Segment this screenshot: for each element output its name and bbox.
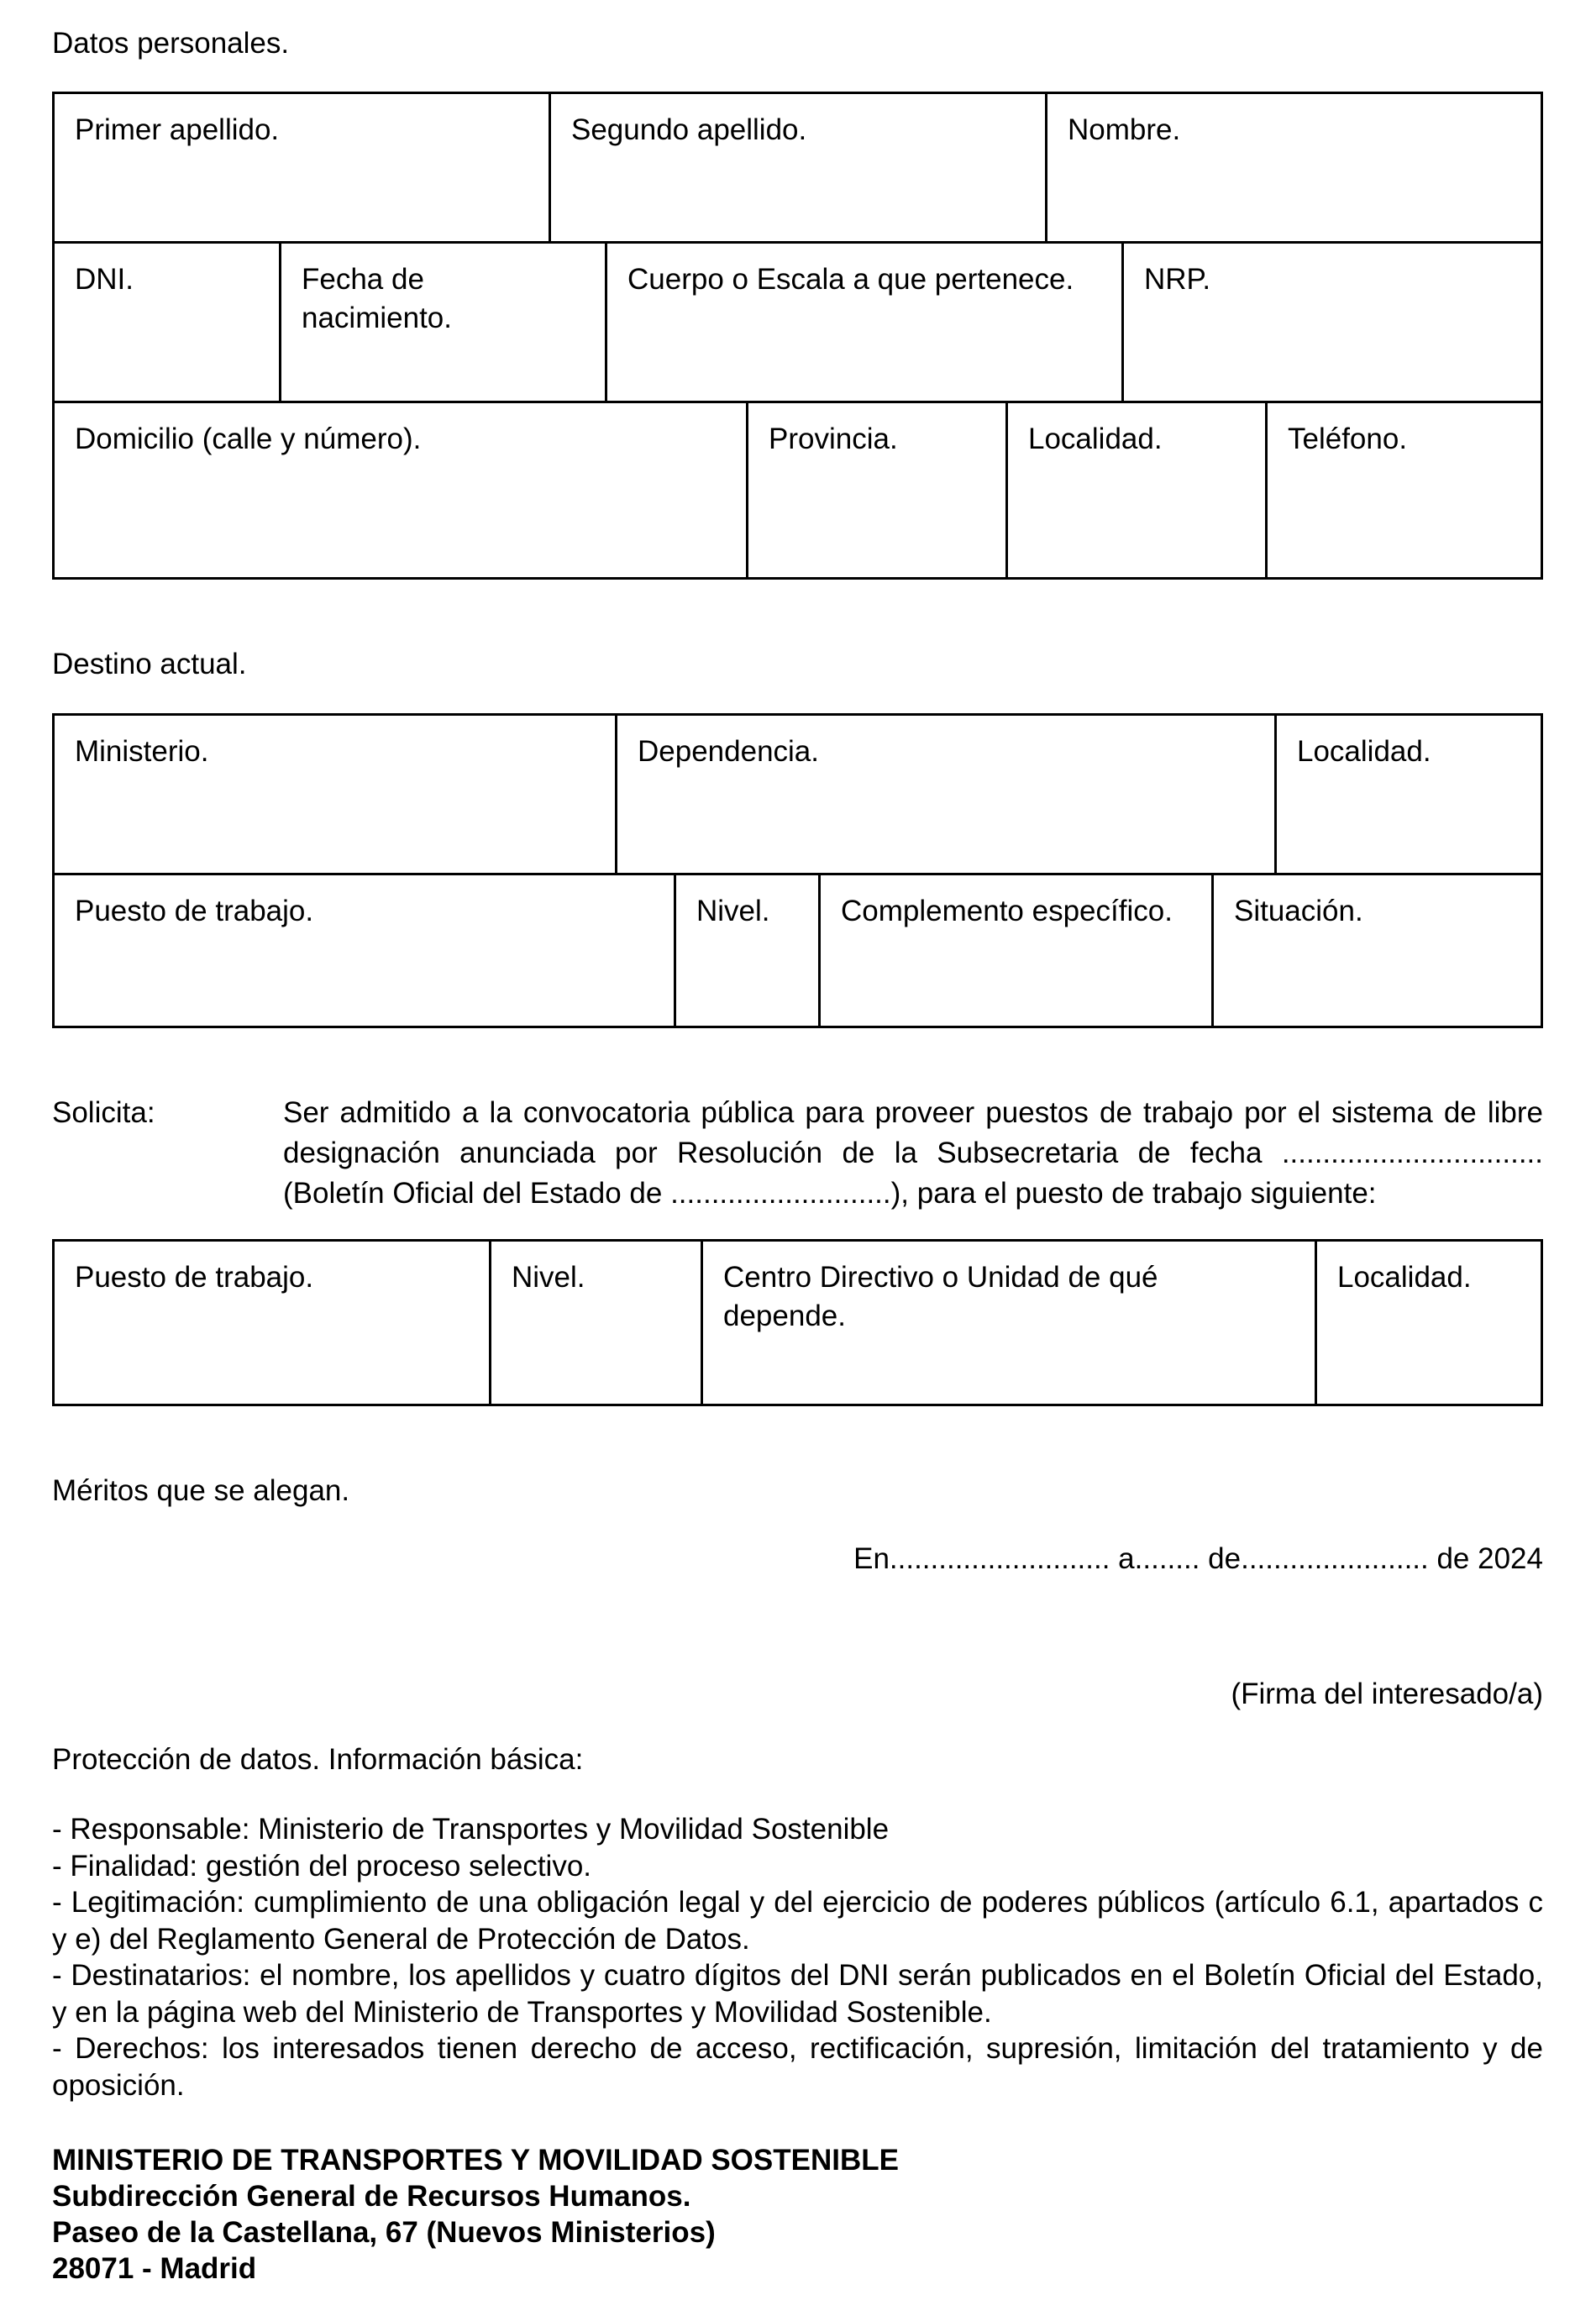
field-primer-apellido[interactable]: Primer apellido. bbox=[55, 94, 551, 244]
personal-row-names bbox=[55, 94, 1543, 244]
field-domicilio[interactable]: Domicilio (calle y número). bbox=[55, 403, 748, 580]
field-situacion[interactable]: Situación. bbox=[1214, 875, 1543, 1028]
field-cuerpo-escala[interactable]: Cuerpo o Escala a que pertenece. bbox=[607, 244, 1124, 403]
personal-data-table bbox=[52, 92, 1543, 580]
date-line[interactable]: En........................... a........ de....................... de 2024 bbox=[853, 1542, 1543, 1575]
merits-heading: Méritos que se alegan. bbox=[52, 1474, 350, 1507]
privacy-item: - Derechos: los interesados tienen derecho de acceso, rectificación, supresión, limitación del tratamiento y de oposición. bbox=[52, 2032, 1543, 2102]
personal-data-heading: Datos personales. bbox=[52, 27, 290, 60]
privacy-item: - Legitimación: cumplimiento de una obligación legal y del ejercicio de poderes públicos (artículo 6.1, apartados c y e) del Reglamento General de Protección de Datos. bbox=[52, 1886, 1543, 1956]
field-solicitado-puesto[interactable]: Puesto de trabajo. bbox=[55, 1242, 491, 1406]
field-destino-puesto[interactable]: Puesto de trabajo. bbox=[55, 875, 676, 1028]
field-dependencia[interactable]: Dependencia. bbox=[617, 716, 1277, 875]
field-provincia[interactable]: Provincia. bbox=[748, 403, 1008, 580]
field-centro-directivo[interactable]: Centro Directivo o Unidad de qué depende. bbox=[703, 1242, 1317, 1406]
field-segundo-apellido[interactable]: Segundo apellido. bbox=[551, 94, 1047, 244]
privacy-info bbox=[52, 1811, 1543, 2103]
current-post-table bbox=[52, 713, 1543, 1028]
field-localidad[interactable]: Localidad. bbox=[1008, 403, 1268, 580]
ministry-address bbox=[52, 2142, 899, 2287]
field-telefono[interactable]: Teléfono. bbox=[1268, 403, 1543, 580]
field-solicitado-nivel[interactable]: Nivel. bbox=[491, 1242, 703, 1406]
privacy-heading: Protección de datos. Información básica: bbox=[52, 1743, 584, 1776]
field-nrp[interactable]: NRP. bbox=[1124, 244, 1543, 403]
signature-label: (Firma del interesado/a) bbox=[1231, 1678, 1543, 1710]
field-complemento-especifico[interactable]: Complemento específico. bbox=[821, 875, 1214, 1028]
address-street: Paseo de la Castellana, 67 (Nuevos Ministerios) bbox=[52, 2216, 716, 2249]
address-subdirectorate: Subdirección General de Recursos Humanos. bbox=[52, 2180, 691, 2213]
field-nombre[interactable]: Nombre. bbox=[1047, 94, 1543, 244]
field-solicitado-localidad[interactable]: Localidad. bbox=[1317, 1242, 1543, 1406]
field-ministerio[interactable]: Ministerio. bbox=[55, 716, 617, 875]
current-post-heading: Destino actual. bbox=[52, 648, 247, 680]
field-dni[interactable]: DNI. bbox=[55, 244, 281, 403]
field-fecha-nacimiento[interactable]: Fecha de nacimiento. bbox=[281, 244, 607, 403]
privacy-item: - Destinatarios: el nombre, los apellidos y cuatro dígitos del DNI serán publicados en el Boletín Oficial del Estado, y en la página web del Ministerio de Transportes y Movilidad Sostenible. bbox=[52, 1959, 1543, 2029]
privacy-item: - Responsable: Ministerio de Transportes y Movilidad Sostenible bbox=[52, 1813, 890, 1846]
address-postcode: 28071 - Madrid bbox=[52, 2252, 257, 2285]
request-label: Solicita: bbox=[52, 1096, 155, 1129]
destino-row-post bbox=[55, 875, 1543, 1028]
field-destino-nivel[interactable]: Nivel. bbox=[676, 875, 821, 1028]
personal-row-address bbox=[55, 403, 1543, 580]
requested-post-row bbox=[55, 1242, 1543, 1406]
destino-row-ministry bbox=[55, 716, 1543, 875]
privacy-item: - Finalidad: gestión del proceso selectivo. bbox=[52, 1849, 592, 1883]
requested-post-table bbox=[52, 1239, 1543, 1406]
personal-row-ids bbox=[55, 244, 1543, 403]
request-text: Ser admitido a la convocatoria pública para proveer puestos de trabajo por el sistema de libre designación anunciada por Resolución de la Subsecretaria de fecha ................................ (Boletín Oficial del Estado de ...........................), para el puesto de trabajo siguiente: bbox=[283, 1096, 1543, 1210]
address-ministry-name: MINISTERIO DE TRANSPORTES Y MOVILIDAD SOSTENIBLE bbox=[52, 2144, 899, 2177]
field-destino-localidad[interactable]: Localidad. bbox=[1277, 716, 1543, 875]
